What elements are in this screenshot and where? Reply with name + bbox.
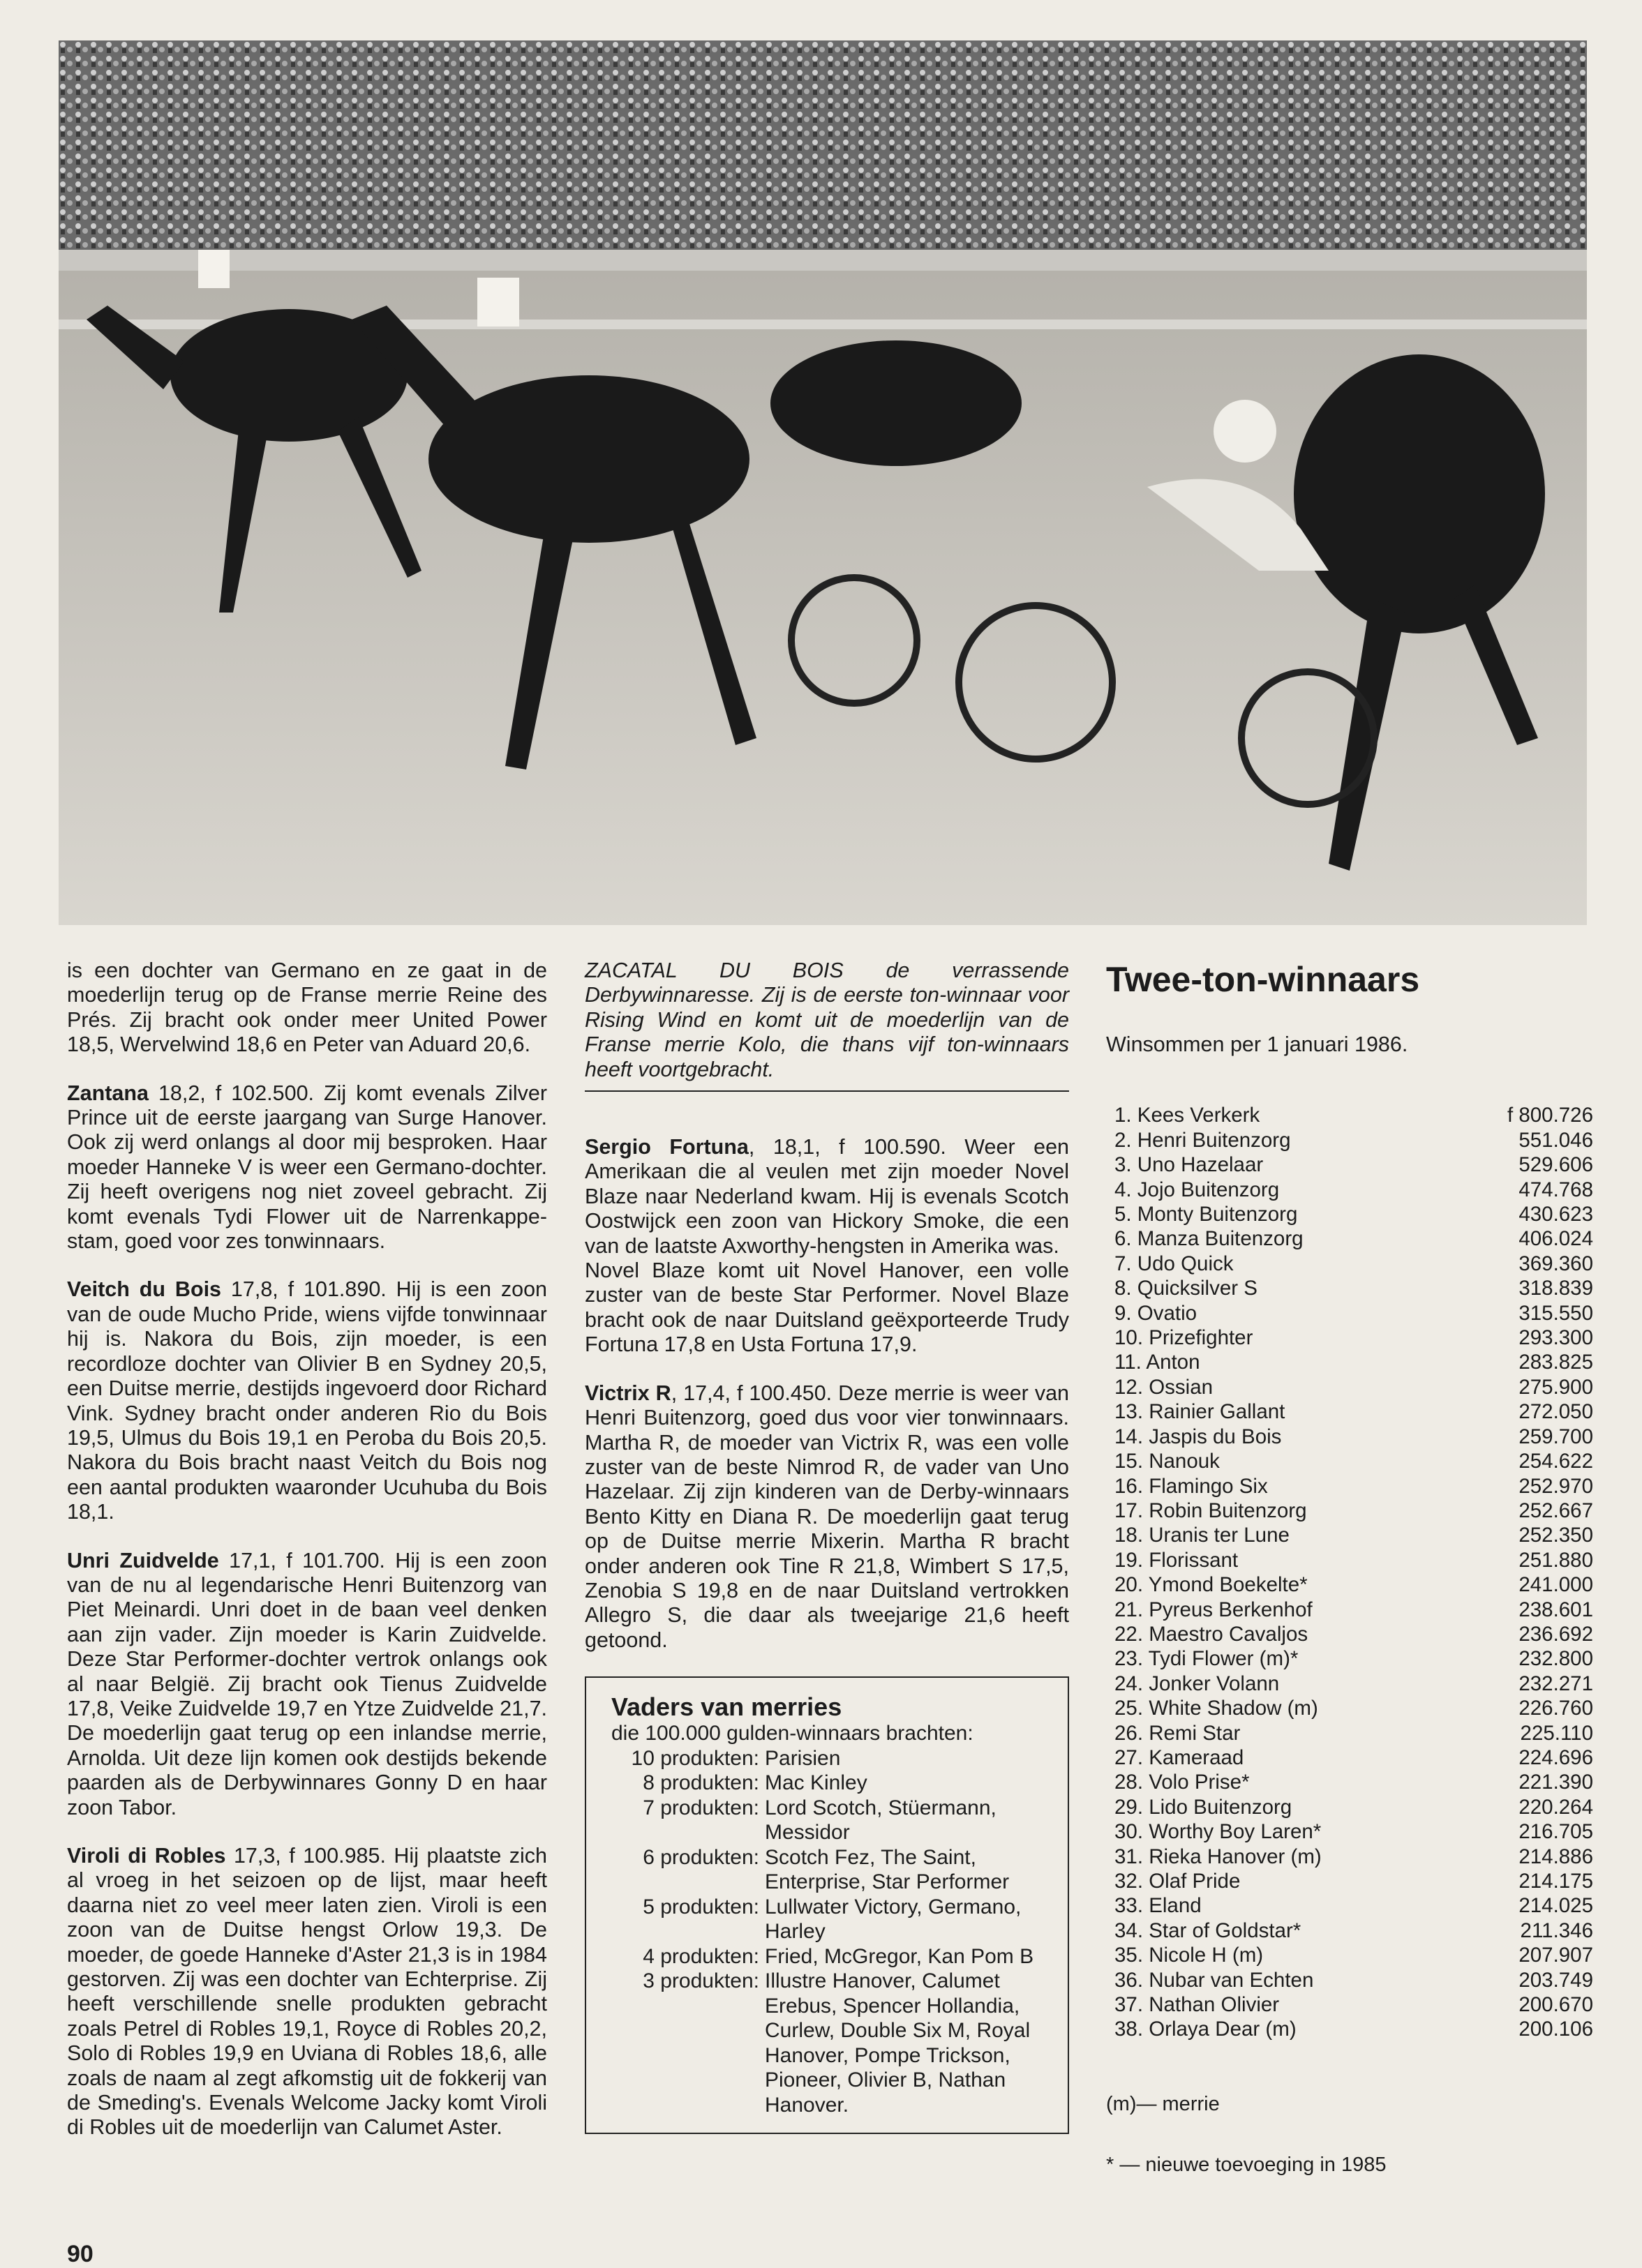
winner-row xyxy=(1106,1696,1593,1720)
winner-row xyxy=(1106,1103,1593,1127)
winner-name: 8. Quicksilver S xyxy=(1114,1277,1257,1300)
box-row xyxy=(611,1771,1050,1796)
entry-paragraph xyxy=(67,1277,547,1524)
winner-amount: 224.696 xyxy=(1518,1745,1593,1769)
photo-caption xyxy=(585,959,1069,1092)
winner-row xyxy=(1106,1226,1593,1251)
winner-amount: 214.025 xyxy=(1518,1894,1593,1918)
winner-amount: 259.700 xyxy=(1518,1425,1593,1448)
winner-name: 25. White Shadow (m) xyxy=(1114,1697,1318,1720)
winner-row xyxy=(1106,1474,1593,1499)
winner-amount: 241.000 xyxy=(1518,1573,1593,1597)
winner-amount: 236.692 xyxy=(1518,1622,1593,1646)
intro-paragraph: is een dochter van Germano en ze gaat in de moederlijn terug op de Franse merrie Reine des Prés. Zij bracht ook onder meer United Power 18,5, Wervelwind 18,6 en Peter van Aduard 20,6. xyxy=(67,959,547,1057)
winner-name: 1. Kees Verkerk xyxy=(1114,1104,1260,1127)
winner-name: 27. Kameraad xyxy=(1114,1745,1244,1769)
winner-name: 3. Uno Hazelaar xyxy=(1114,1153,1264,1177)
entry-text: , 17,4, f 100.450. Deze merrie is weer van Henri Buitenzorg, goed dus voor vier tonwinnaars. Martha R, de moeder van Victrix R, was een volle zuster van de beste Nimrod R, de vader van Uno Hazelaar. Zij zijn kinderen van de Derby-winnaars Bento Kitty en Diana R. De moederlijn gaat terug op de Duitse merrie Mixerin. Martha R bracht onder anderen ook Tine R 21,8, Wimbert S 17,5, Zenobia S 19,8 en de naar Duitsland vertrokken Allegro S, die daar als tweejarige 21,6 heeft getoond. xyxy=(585,1381,1069,1652)
winner-name: 31. Rieka Hanover (m) xyxy=(1114,1845,1322,1868)
entry-name: Victrix R xyxy=(585,1381,671,1405)
winner-name: 36. Nubar van Echten xyxy=(1114,1968,1314,1992)
winner-name: 20. Ymond Boekelte* xyxy=(1114,1573,1308,1597)
winner-amount: 214.886 xyxy=(1518,1845,1593,1868)
box-row xyxy=(611,1944,1050,1969)
winner-name: 28. Volo Prise* xyxy=(1114,1771,1250,1794)
winner-row xyxy=(1106,1523,1593,1547)
winner-name: 24. Jonker Volann xyxy=(1114,1672,1280,1695)
entry-text: 17,1, f 101.700. Hij is een zoon van de nu al legendarische Henri Buitenzorg van Piet Meinardi. Unri doet in de baan veel denken aan zijn vader. Zijn moeder is Karin Zuidvelde. Deze Star Performer-dochter vertrok onlangs ook al naar België. Zij bracht ook Tienus Zuidvelde 17,8, Veike Zuidvelde 19,7 en Ytze Zuidvelde 21,7. De moederlijn gaat terug op een inlandse merrie, Arnolda. Uit deze lijn komen ook destijds bekende paarden als de Derbywinnares Gonny D en haar zoon Tabor. xyxy=(67,1548,547,1819)
winner-amount: 238.601 xyxy=(1518,1598,1593,1621)
winner-name: 35. Nicole H (m) xyxy=(1114,1944,1264,1967)
entry-paragraph xyxy=(585,1381,1069,1653)
winner-amount: 225.110 xyxy=(1520,1721,1593,1745)
winner-amount: 406.024 xyxy=(1518,1227,1593,1251)
winner-amount: 272.050 xyxy=(1518,1400,1593,1424)
product-count: 3 produkten: xyxy=(643,1969,759,1993)
race-photo xyxy=(59,40,1587,925)
winner-row xyxy=(1106,1548,1593,1572)
winner-row xyxy=(1106,1152,1593,1177)
winner-row xyxy=(1106,1350,1593,1374)
entry-text: , 18,1, f 100.590. Weer een Amerikaan die al veulen met zijn moeder Novel Blaze naar Nederland kwam. Hij is evenals Scotch Oostwijck een zoon van Hickory Smoke, die een van de laatste Axworthy-hengsten in Amerika was. xyxy=(585,1135,1069,1258)
winner-name: 26. Remi Star xyxy=(1114,1721,1241,1745)
winner-name: 4. Jojo Buitenzorg xyxy=(1114,1178,1280,1201)
product-count: 6 produkten: xyxy=(643,1845,759,1869)
entry-paragraph xyxy=(67,1549,547,1820)
winner-row xyxy=(1106,1721,1593,1745)
winner-row xyxy=(1106,1770,1593,1794)
legend-new: * — nieuwe toevoeging in 1985 xyxy=(1106,2153,1387,2176)
winner-name: 2. Henri Buitenzorg xyxy=(1114,1128,1291,1152)
winner-amount: 252.970 xyxy=(1518,1474,1593,1498)
winner-amount: 220.264 xyxy=(1518,1795,1593,1819)
entry-name: Zantana xyxy=(67,1081,149,1105)
sire-names: Fried, McGregor, Kan Pom B xyxy=(765,1944,1034,1968)
product-count: 8 produkten: xyxy=(643,1771,759,1795)
winner-amount: 232.271 xyxy=(1518,1672,1593,1695)
winner-amount: 200.670 xyxy=(1518,1993,1593,2017)
winner-name: 14. Jaspis du Bois xyxy=(1114,1425,1282,1448)
winner-row xyxy=(1106,1672,1593,1696)
winner-amount: 430.623 xyxy=(1518,1203,1593,1226)
winner-name: 34. Star of Goldstar* xyxy=(1114,1918,1301,1942)
box-subtitle: die 100.000 gulden-winnaars brachten: xyxy=(611,1722,973,1745)
winner-name: 30. Worthy Boy Laren* xyxy=(1114,1820,1322,1844)
race-photo-illustration xyxy=(59,40,1587,925)
winner-name: 18. Uranis ter Lune xyxy=(1114,1524,1290,1547)
winner-row xyxy=(1106,1598,1593,1622)
section-subtitle: Winsommen per 1 januari 1986. xyxy=(1106,1032,1408,1056)
winner-row xyxy=(1106,1301,1593,1325)
entry-text: 17,8, f 101.890. Hij is een zoon van de oude Mucho Pride, wiens vijfde tonwinnaar hij is. Nakora du Bois, zijn moeder, is een recordloze dochter van Olivier B en Sydney 20,5, een Duitse merrie, destijds ingevoerd door Richard Vink. Sydney bracht onder anderen Rio du Bois 19,5, Ulmus du Bois 19,1 en Peroba du Bois 20,5. Nakora du Bois bracht naast Veitch du Bois nog een aantal produkten waaronder Ucuhuba du Bois 18,1. xyxy=(67,1277,547,1524)
winner-row xyxy=(1106,1425,1593,1449)
winner-amount: 200.106 xyxy=(1518,2018,1593,2041)
winner-amount: f 800.726 xyxy=(1507,1104,1593,1127)
entry-name: Veitch du Bois xyxy=(67,1277,222,1302)
entry-paragraph-continued: Novel Blaze komt uit Novel Hanover, een volle zuster van de beste Star Performer. Novel Blaze bracht ook de naar Duitsland geëxporteerde Trudy Fortuna 17,8 en Usta Fortuna 17,9. xyxy=(585,1259,1069,1357)
winner-name: 38. Orlaya Dear (m) xyxy=(1114,2018,1297,2041)
sire-names: Lord Scotch, Stüermann, Messidor xyxy=(765,1796,997,1845)
winner-amount: 293.300 xyxy=(1518,1326,1593,1350)
entry-paragraph xyxy=(585,1135,1069,1259)
winner-amount: 232.800 xyxy=(1518,1647,1593,1671)
product-count: 4 produkten: xyxy=(643,1944,759,1968)
two-ton-winners-column xyxy=(1106,959,1593,2214)
entry-paragraph xyxy=(67,1844,547,2140)
winner-name: 32. Olaf Pride xyxy=(1114,1870,1241,1893)
winner-amount: 529.606 xyxy=(1518,1153,1593,1177)
entry-paragraph xyxy=(67,1081,547,1254)
winner-row xyxy=(1106,1646,1593,1671)
sire-names: Mac Kinley xyxy=(765,1771,867,1795)
winner-name: 33. Eland xyxy=(1114,1894,1202,1918)
winner-name: 6. Manza Buitenzorg xyxy=(1114,1227,1304,1251)
sire-names: Illustre Hanover, Calumet Erebus, Spencer Hollandia, Curlew, Double Six M, Royal Hanover, Pompe Trickson, Pioneer, Olivier B, Nathan Hanover. xyxy=(765,1969,1031,2117)
winner-amount: 275.900 xyxy=(1518,1375,1593,1399)
winner-name: 22. Maestro Cavaljos xyxy=(1114,1622,1308,1646)
product-count: 10 produkten: xyxy=(631,1746,759,1770)
winner-row xyxy=(1106,1745,1593,1770)
winner-amount: 474.768 xyxy=(1518,1178,1593,1201)
article-column-1 xyxy=(67,959,547,2164)
winner-row xyxy=(1106,1869,1593,1893)
winner-row xyxy=(1106,1943,1593,1967)
box-row xyxy=(611,1796,1050,1845)
winner-name: 7. Udo Quick xyxy=(1114,1252,1234,1275)
winners-list xyxy=(1106,1103,1593,2041)
winner-row xyxy=(1106,1325,1593,1350)
winner-row xyxy=(1106,1128,1593,1152)
entry-name: Viroli di Robles xyxy=(67,1844,226,1868)
winner-amount: 254.622 xyxy=(1518,1450,1593,1473)
winner-amount: 252.350 xyxy=(1518,1524,1593,1547)
winner-amount: 226.760 xyxy=(1518,1697,1593,1720)
winner-amount: 221.390 xyxy=(1518,1771,1593,1794)
entry-name: Unri Zuidvelde xyxy=(67,1548,219,1572)
winner-row xyxy=(1106,1819,1593,1844)
winner-amount: 251.880 xyxy=(1518,1548,1593,1572)
box-title: Vaders van merries xyxy=(611,1692,842,1722)
winner-name: 23. Tydi Flower (m)* xyxy=(1114,1647,1299,1671)
winner-amount: 283.825 xyxy=(1518,1351,1593,1374)
box-row xyxy=(611,1845,1050,1895)
winner-name: 12. Ossian xyxy=(1114,1375,1214,1399)
box-row xyxy=(611,1895,1050,1944)
sire-names: Lullwater Victory, Germano, Harley xyxy=(765,1895,1022,1944)
sires-of-mares-box xyxy=(585,1676,1069,2134)
winner-amount: 211.346 xyxy=(1520,1918,1593,1942)
entry-text: 18,2, f 102.500. Zij komt evenals Zilver Prince uit de eerste jaargang van Surge Hanover. Ook zij werd onlangs al door mij besproken. Haar moeder Hanneke V is weer een Germano-dochter. Zij heeft overigens nog niet zoveel gebracht. Zij komt evenals Tydi Flower uit de Narrenkappe-stam, goed voor zes tonwinnaars. xyxy=(67,1081,547,1254)
winner-row xyxy=(1106,1252,1593,1276)
winner-name: 11. Anton xyxy=(1114,1351,1200,1374)
legend xyxy=(1106,2092,1593,2177)
product-count: 7 produkten: xyxy=(643,1796,759,1819)
winner-row xyxy=(1106,1918,1593,1943)
article-column-2 xyxy=(585,959,1069,2134)
entry-name: Sergio Fortuna xyxy=(585,1135,749,1159)
section-title: Twee-ton-winnaars xyxy=(1106,960,1420,999)
product-count: 5 produkten: xyxy=(643,1895,759,1918)
page-number: 90 xyxy=(67,2241,94,2267)
winner-name: 21. Pyreus Berkenhof xyxy=(1114,1598,1313,1621)
winner-name: 10. Prizefighter xyxy=(1114,1326,1253,1350)
winner-amount: 203.749 xyxy=(1518,1968,1593,1992)
winner-amount: 369.360 xyxy=(1518,1252,1593,1275)
entry-text: 17,3, f 100.985. Hij plaatste zich al vroeg in het seizoen op de lijst, maar heeft daarna niet zo veel meer laten zien. Viroli is een zoon van de Duitse hengst Orlow 19,3. De moeder, de goede Hanneke d'Aster 21,3 is in 1984 gestorven. Zij was een dochter van Echterprise. Zij heeft verschillende snelle produkten gebracht zoals Petrel di Robles 19,1, Royce di Robles 20,2, Solo di Robles 19,9 en Uviana di Robles 18,6, alle zoals de naam al zegt afkomstig uit de fokkerij van de Smeding's. Evenals Welcome Jacky komt Viroli di Robles uit de moederlijn van Calumet Aster. xyxy=(67,1844,547,2140)
legend-mare: (m)— merrie xyxy=(1106,2092,1220,2115)
winner-row xyxy=(1106,1572,1593,1597)
winner-row xyxy=(1106,1449,1593,1473)
winner-row xyxy=(1106,1375,1593,1399)
winner-amount: 551.046 xyxy=(1518,1128,1593,1152)
winner-row xyxy=(1106,1499,1593,1523)
winner-name: 17. Robin Buitenzorg xyxy=(1114,1499,1307,1522)
winner-name: 13. Rainier Gallant xyxy=(1114,1400,1285,1424)
photo-caption-text: ZACATAL DU BOIS de verrassende Derbywinnaresse. Zij is de eerste ton-winnaar voor Rising Wind en komt uit de moederlijn van de Franse merrie Kolo, die thans vijf ton-winnaars heeft voortgebracht. xyxy=(585,959,1069,1081)
winner-name: 19. Florissant xyxy=(1114,1548,1239,1572)
winner-row xyxy=(1106,1968,1593,1992)
box-row xyxy=(611,1969,1050,2117)
sire-names: Parisien xyxy=(765,1746,841,1770)
winner-row xyxy=(1106,1845,1593,1869)
winner-amount: 315.550 xyxy=(1518,1301,1593,1325)
winner-row xyxy=(1106,2017,1593,2041)
sire-names: Scotch Fez, The Saint, Enterprise, Star Performer xyxy=(765,1845,1010,1894)
winner-name: 15. Nanouk xyxy=(1114,1450,1220,1473)
winner-row xyxy=(1106,1276,1593,1300)
winner-row xyxy=(1106,1202,1593,1226)
winner-amount: 216.705 xyxy=(1518,1820,1593,1844)
winner-amount: 252.667 xyxy=(1518,1499,1593,1522)
box-row xyxy=(611,1746,1050,1771)
winner-row xyxy=(1106,1795,1593,1819)
winner-name: 29. Lido Buitenzorg xyxy=(1114,1795,1292,1819)
winner-name: 16. Flamingo Six xyxy=(1114,1474,1268,1498)
winner-row xyxy=(1106,1992,1593,2017)
winner-name: 37. Nathan Olivier xyxy=(1114,1993,1280,2017)
winner-name: 9. Ovatio xyxy=(1114,1301,1197,1325)
winner-row xyxy=(1106,1178,1593,1202)
winner-name: 5. Monty Buitenzorg xyxy=(1114,1203,1298,1226)
winner-row xyxy=(1106,1622,1593,1646)
winner-row xyxy=(1106,1399,1593,1424)
winner-amount: 318.839 xyxy=(1518,1277,1593,1300)
winner-row xyxy=(1106,1893,1593,1918)
winner-amount: 214.175 xyxy=(1518,1870,1593,1893)
winner-amount: 207.907 xyxy=(1518,1944,1593,1967)
